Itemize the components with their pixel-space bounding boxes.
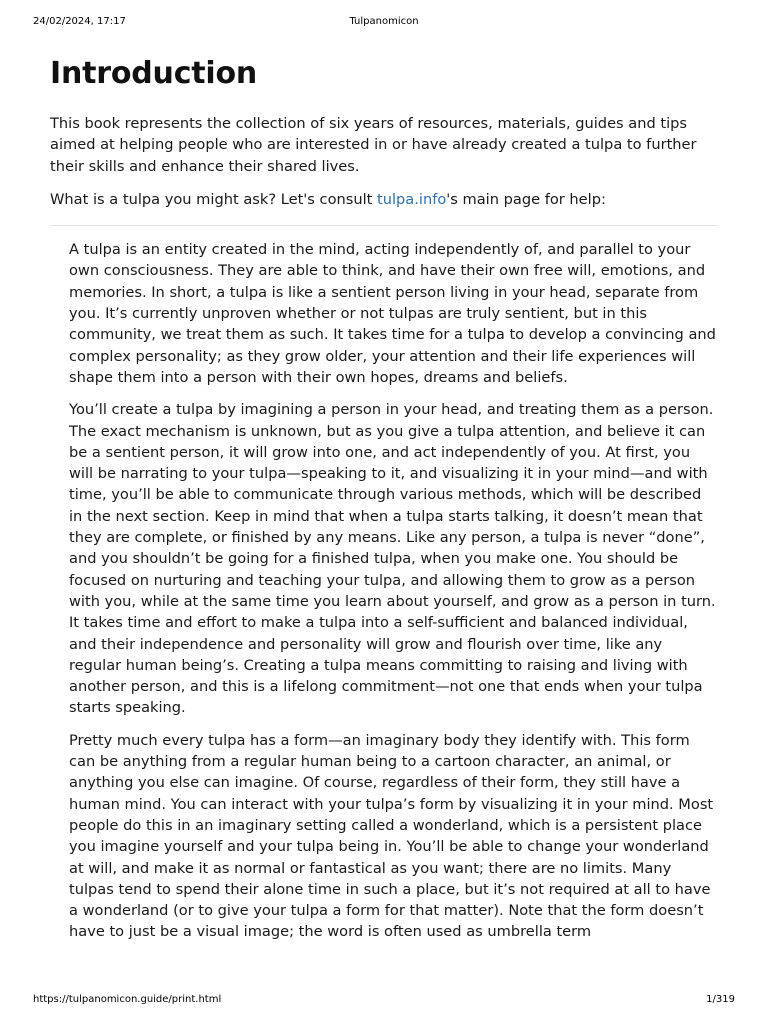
question-text-before: What is a tulpa you might ask? Let's consult — [50, 190, 378, 208]
quote-block — [50, 225, 718, 943]
print-header — [33, 16, 735, 30]
print-footer — [33, 994, 735, 1008]
quote-paragraph: You’ll create a tulpa by imagining a person in your head, and treating them as a person. The exact mechanism is unknown, but as you give a tulpa attention, and believe it can be a sentient person, it will grow into one, and act independently of you. At first, you will be narrating to your tulpa—speaking to it, and visualizing it in your mind—and with time, you’ll be able to communicate through various methods, which will be described in the next section. Keep in mind that when a tulpa starts talking, it doesn’t mean that they are complete, or finished by any means. Like any person, a tulpa is never “done”, and you shouldn’t be going for a finished tulpa, when you make one. You should be focused on nurturing and teaching your tulpa, and allowing them to grow as a person with you, while at the same time you learn about yourself, and grow as a person in turn. It takes time and effort to make a tulpa into a self-sufficient and balanced individual, and their independence and personality will grow and flourish over time, like any regular human being’s. Creating a tulpa means committing to raising and living with another person, and this is a lifelong commitment—not one that ends when your tulpa starts speaking. — [69, 401, 716, 717]
intro-section — [50, 113, 718, 210]
print-document-title: Tulpanomicon — [349, 16, 419, 27]
print-url: https://tulpanomicon.guide/print.html — [33, 994, 222, 1005]
question-text-after: 's main page for help: — [446, 190, 606, 208]
tulpa-info-link[interactable]: tulpa.info — [377, 190, 447, 208]
question-paragraph — [50, 189, 718, 210]
intro-paragraph: This book represents the collection of six years of resources, materials, guides and tips aimed at helping people who are interested in or have already created a tulpa to further their skills and enhance their shared lives. — [50, 115, 697, 175]
quote-paragraph: A tulpa is an entity created in the mind, acting independently of, and parallel to your own consciousness. They are able to think, and have their own free will, emotions, and memories. In short, a tulpa is like a sentient person living in your head, separate from you. It’s currently unproven whether or not tulpas are truly sentient, but in this community, we treat them as such. It takes time for a tulpa to develop a convincing and complex personality; as they grow older, your attention and their life experiences will shape them into a person with their own hopes, dreams and beliefs. — [69, 241, 716, 386]
page-title: Introduction — [50, 56, 258, 91]
quote-paragraph: Pretty much every tulpa has a form—an imaginary body they identify with. This form can be anything from a regular human being to a cartoon character, an animal, or anything you else can imagine. Of course, regardless of their form, they still have a human mind. You can interact with your tulpa’s form by visualizing it in your mind. Most people do this in an imaginary setting called a wonderland, which is a persistent place you imagine yourself and your tulpa being in. You’ll be able to change your wonderland at will, and make it as normal or fantastical as you want; there are no limits. Many tulpas tend to spend their alone time in such a place, but it’s not required at all to have a wonderland (or to give your tulpa a form for that matter). Note that the form doesn’t have to just be a visual image; the word is often used as umbrella term — [69, 731, 714, 941]
print-datetime: 24/02/2024, 17:17 — [33, 16, 126, 27]
main-content — [50, 52, 718, 954]
page-indicator: 1/319 — [706, 994, 735, 1005]
